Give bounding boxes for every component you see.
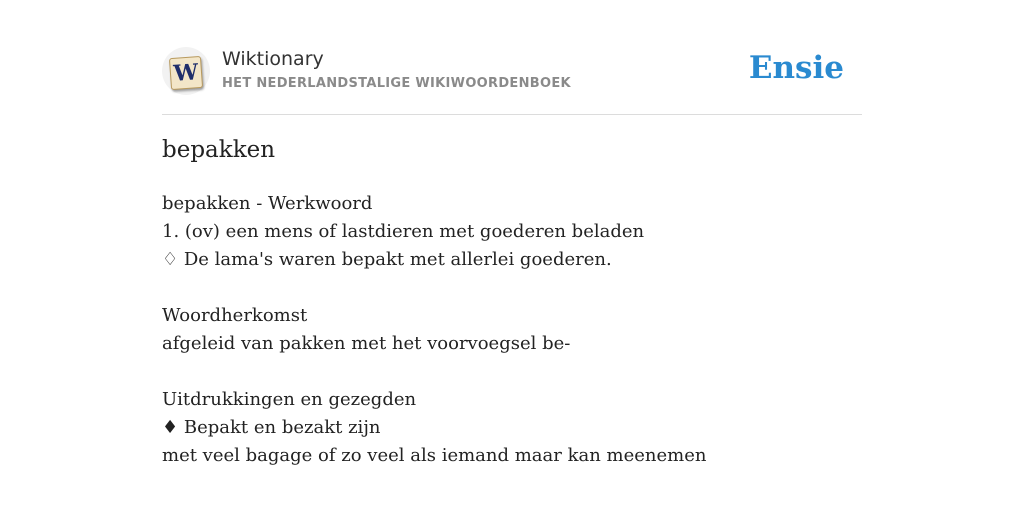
headword-line: bepakken - Werkwoord [162, 193, 373, 214]
wiktionary-w-tile-icon: W [169, 56, 203, 90]
spacer [162, 274, 862, 302]
wiktionary-logo[interactable] [162, 47, 210, 95]
header [162, 44, 862, 115]
entry-content [162, 190, 862, 470]
page-title: bepakken [162, 137, 276, 163]
etymology-heading: Woordherkomst [162, 305, 308, 326]
etymology-text: afgeleid van pakken met het voorvoegsel be- [162, 333, 571, 354]
example: ♢ De lama's waren bepakt met allerlei goederen. [162, 249, 612, 270]
site-name[interactable]: Wiktionary [222, 48, 324, 70]
expressions-heading: Uitdrukkingen en gezegden [162, 389, 417, 410]
expression: ♦ Bepakt en bezakt zijn [162, 417, 381, 438]
expression-meaning: met veel bagage of zo veel als iemand maar kan meenemen [162, 445, 707, 466]
spacer [162, 358, 862, 386]
site-subtitle: HET NEDERLANDSTALIGE WIKIWOORDENBOEK [222, 76, 571, 91]
definition: 1. (ov) een mens of lastdieren met goederen beladen [162, 221, 645, 242]
ensie-logo-link[interactable]: Ensie [748, 50, 844, 86]
